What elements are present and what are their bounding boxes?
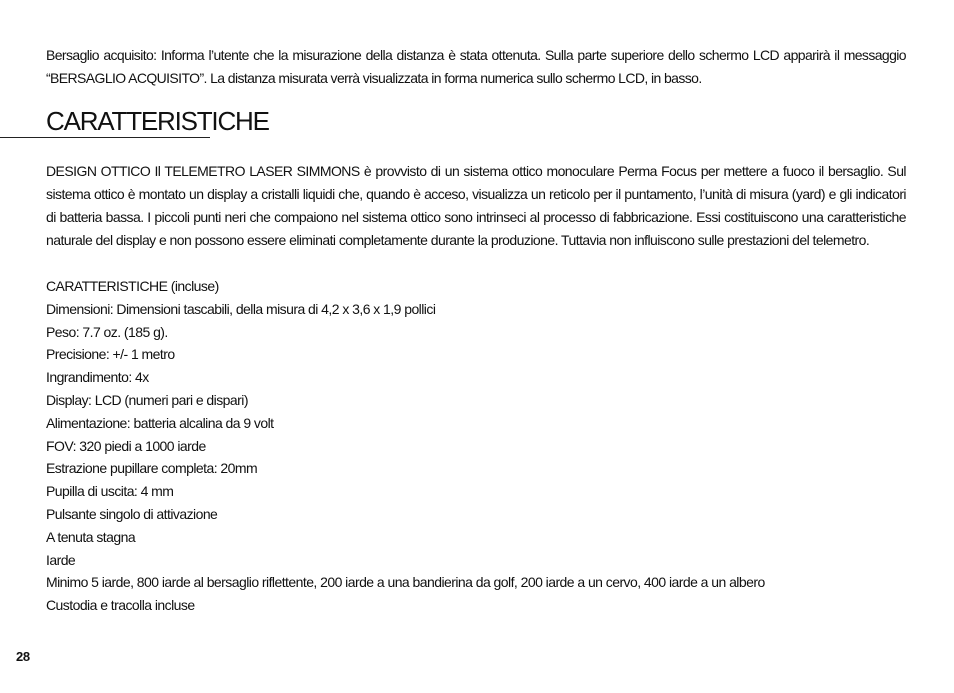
spec-item-units: Iarde bbox=[46, 551, 76, 568]
spec-item-accessories: Custodia e tracolla incluse bbox=[46, 597, 195, 614]
page-content bbox=[46, 44, 906, 617]
spec-item-waterproof: A tenuta stagna bbox=[46, 528, 136, 545]
spec-item-range: Minimo 5 iarde, 800 iarde al bersaglio riflettente, 200 iarde a una bandierina da golf, 200 iarde a un cervo, 400 iarde a un albero bbox=[46, 574, 765, 591]
spec-item-fov: FOV: 320 piedi a 1000 iarde bbox=[46, 437, 206, 454]
section-heading bbox=[46, 106, 906, 146]
spec-item-precision: Precisione: +/- 1 metro bbox=[46, 346, 175, 363]
spec-item-weight: Peso: 7.7 oz. (185 g). bbox=[46, 323, 168, 340]
section-title: CARATTERISTICHE bbox=[46, 106, 269, 136]
intro-paragraph: Bersaglio acquisito: Informa l’utente che la misurazione della distanza è stata ottenuta. Sulla parte superiore dello schermo LCD apparirà il messaggio “BERSAGLIO ACQUISITO”. La distanza misurata verrà visualizzata in forma numerica sullo schermo LCD, in basso. bbox=[46, 47, 906, 86]
title-underline bbox=[0, 137, 210, 138]
spec-item-eye-relief: Estrazione pupillare completa: 20mm bbox=[46, 460, 258, 477]
spec-item-button: Pulsante singolo di attivazione bbox=[46, 505, 218, 522]
spec-item-dimensions: Dimensioni: Dimensioni tascabili, della misura di 4,2 x 3,6 x 1,9 pollici bbox=[46, 300, 436, 317]
spec-item-exit-pupil: Pupilla di uscita: 4 mm bbox=[46, 483, 174, 500]
page-number: 28 bbox=[16, 649, 30, 664]
design-paragraph: DESIGN OTTICO Il TELEMETRO LASER SIMMONS è provvisto di un sistema ottico monoculare Perma Focus per mettere a fuoco il bersaglio. Sul sistema ottico è montato un display a cristalli liquidi che, quando è acceso, visualizza un reticolo per il puntamento, l’unità di misura (yard) e gli indicatori di batteria bassa. I piccoli punti neri che compaiono nel sistema ottico sono intrinseci al processo di fabbricazione. Essi costituiscono una caratteristiche naturale del display e non possono essere eliminati completamente durante la produzione. Tuttavia non influiscono sulle prestazioni del telemetro. bbox=[46, 163, 906, 248]
spec-item-display: Display: LCD (numeri pari e dispari) bbox=[46, 391, 248, 408]
spec-list bbox=[46, 275, 906, 617]
spec-item-power: Alimentazione: batteria alcalina da 9 volt bbox=[46, 414, 274, 431]
spec-heading: CARATTERISTICHE (incluse) bbox=[46, 278, 219, 294]
paragraph-spacer bbox=[46, 252, 906, 275]
spec-item-magnification: Ingrandimento: 4x bbox=[46, 369, 149, 386]
